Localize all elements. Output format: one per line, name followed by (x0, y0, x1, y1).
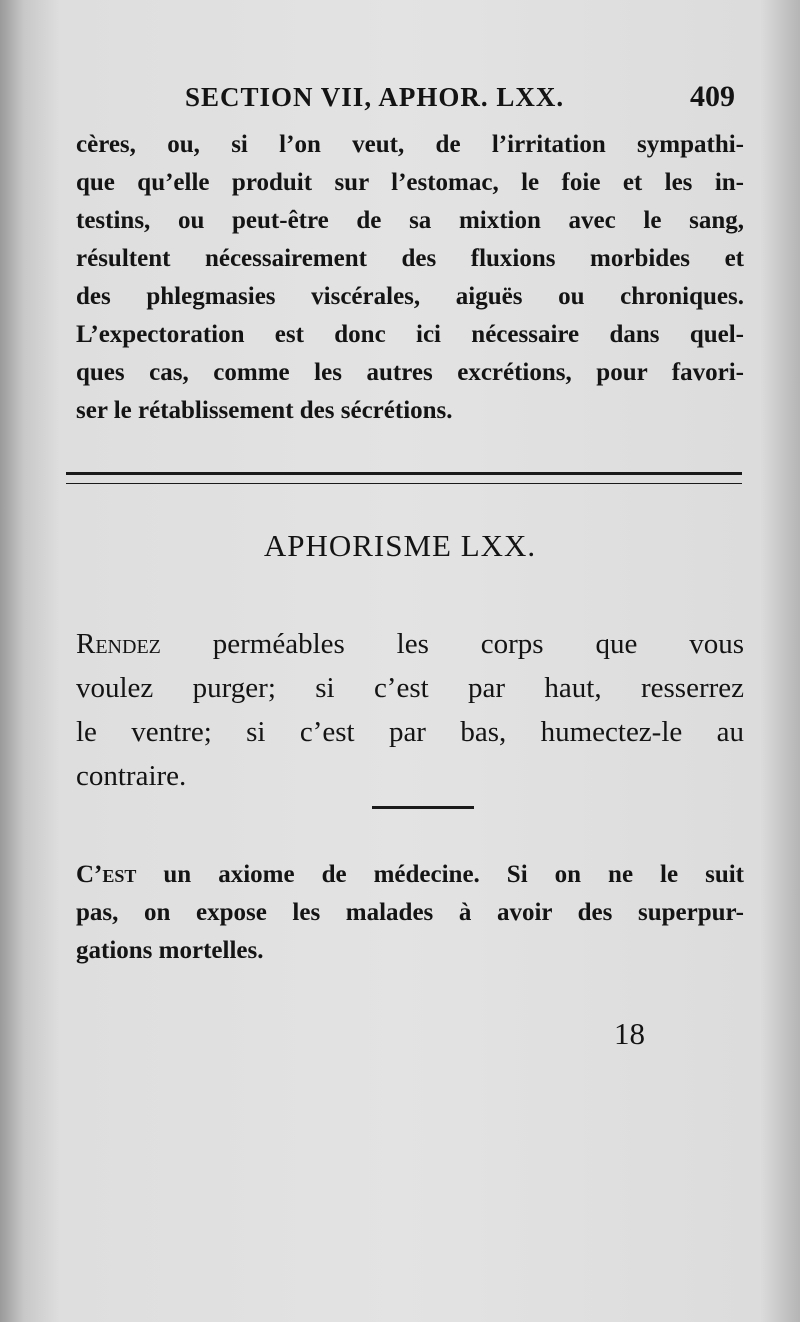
page-header (0, 70, 800, 118)
text-line: le ventre; si c’est par bas, humectez-le au (76, 716, 744, 748)
text-line: L’expectoration est donc ici nécessaire dans quel- (76, 321, 744, 348)
short-divider (372, 806, 474, 809)
text-line: ser le rétablissement des sécrétions. (76, 397, 453, 424)
section-divider (66, 472, 742, 484)
aphorism-title: APHORISME LXX. (263, 528, 537, 563)
line-rest: perméables les corps que vous (160, 628, 744, 660)
previous-commentary (76, 126, 744, 430)
text-line: voulez purger; si c’est par haut, resserrez (76, 672, 744, 704)
aphorism-text (76, 622, 744, 798)
initial-word: Rendez (76, 628, 161, 660)
text-line: pas, on expose les malades à avoir des superpur- (76, 899, 744, 926)
text-line: contraire. (76, 760, 187, 792)
text-line (76, 856, 744, 894)
text-line: résultent nécessairement des fluxions morbides et (76, 245, 744, 272)
commentary (76, 856, 744, 970)
signature-mark: 18 (614, 1016, 645, 1051)
text-line: ques cas, comme les autres excrétions, pour favori- (76, 359, 744, 386)
text-line: gations mortelles. (76, 937, 264, 964)
text-line: des phlegmasies viscérales, aiguës ou chroniques. (76, 283, 744, 310)
text-line: que qu’elle produit sur l’estomac, le foie et les in- (76, 169, 744, 196)
running-head: SECTION VII, APHOR. LXX. (185, 82, 565, 112)
page-number: 409 (690, 80, 735, 113)
text-line (76, 622, 744, 666)
initial-word: C’est (76, 861, 137, 888)
line-rest: un axiome de médecine. Si on ne le suit (136, 861, 744, 888)
text-line: testins, ou peut-être de sa mixtion avec le sang, (76, 207, 744, 234)
text-line: cères, ou, si l’on veut, de l’irritation sympathi- (76, 131, 744, 158)
